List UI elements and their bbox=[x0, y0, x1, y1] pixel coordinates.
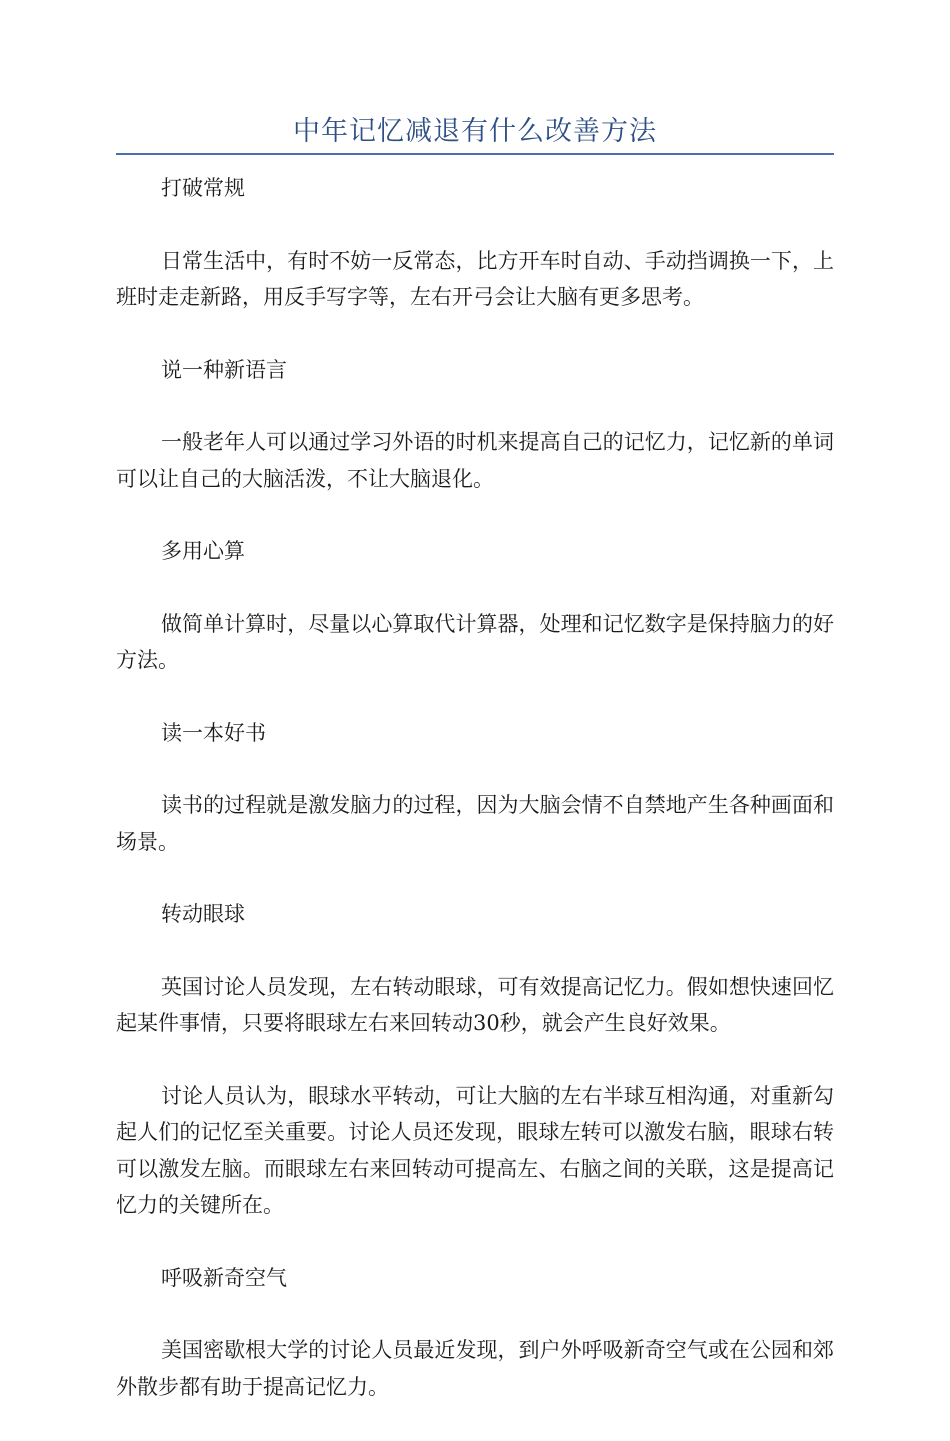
document-body bbox=[116, 170, 834, 1441]
page-title: 中年记忆减退有什么改善方法 bbox=[293, 116, 657, 147]
paragraph-eye-rotation-1: 英国讨论人员发现，左右转动眼球，可有效提高记忆力。假如想快速回忆起某件事情，只要将眼球左右来回转动30秒，就会产生良好效果。 bbox=[116, 974, 834, 1035]
title-underline bbox=[116, 153, 834, 155]
heading-break-routine: 打破常规 bbox=[161, 176, 245, 200]
heading-new-language: 说一种新语言 bbox=[161, 357, 287, 382]
paragraph-read-book: 读书的过程就是激发脑力的过程，因为大脑会情不自禁地产生各种画面和场景。 bbox=[116, 793, 834, 854]
paragraph-break-routine: 日常生活中，有时不妨一反常态，比方开车时自动、手动挡调换一下，上班时走走新路，用反手写字等，左右开弓会让大脑有更多思考。 bbox=[116, 248, 834, 309]
paragraph-eye-rotation-2: 讨论人员认为，眼球水平转动，可让大脑的左右半球互相沟通，对重新勾起人们的记忆至关重要。讨论人员还发现，眼球左转可以激发右脑，眼球右转可以激发左脑。而眼球左右来回转动可提高左、右脑之间的关联，这是提高记忆力的关键所在。 bbox=[116, 1083, 834, 1217]
heading-read-book: 读一本好书 bbox=[161, 720, 266, 745]
paragraph-mental-math: 做简单计算时，尽量以心算取代计算器，处理和记忆数字是保持脑力的好方法。 bbox=[116, 611, 834, 672]
heading-eye-rotation: 转动眼球 bbox=[161, 902, 245, 926]
paragraph-new-language: 一般老年人可以通过学习外语的时机来提高自己的记忆力，记忆新的单词可以让自己的大脑活泼，不让大脑退化。 bbox=[116, 430, 834, 491]
heading-fresh-air: 呼吸新奇空气 bbox=[161, 1265, 287, 1290]
paragraph-fresh-air: 美国密歇根大学的讨论人员最近发现，到户外呼吸新奇空气或在公园和郊外散步都有助于提高记忆力。 bbox=[116, 1338, 834, 1399]
heading-mental-math: 多用心算 bbox=[161, 539, 245, 563]
